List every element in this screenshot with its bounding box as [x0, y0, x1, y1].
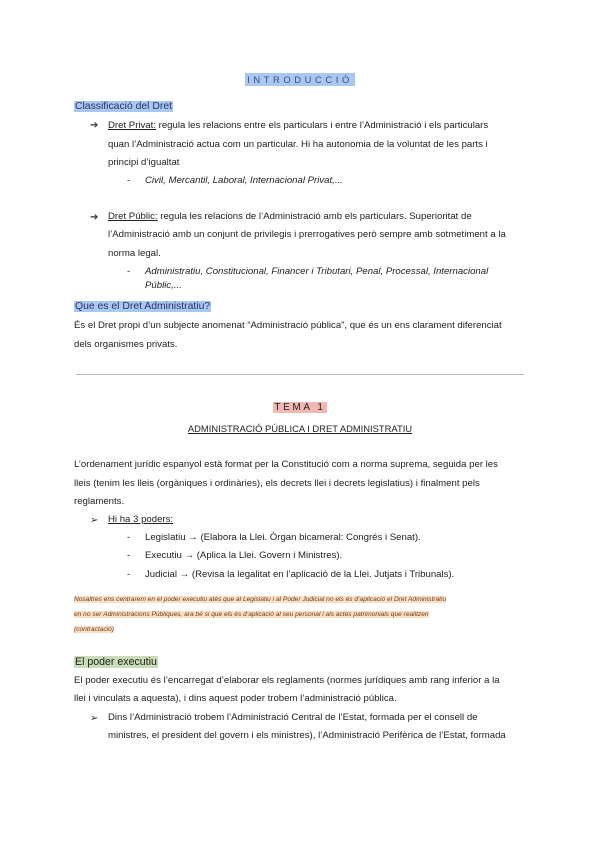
ordenament-line2: lleis (tenim les lleis (orgàniques i ordinàries), els decrets llei i decrets legislatius) i finalment pels: [74, 478, 480, 489]
tema-subtitle-text: ADMINISTRACIÓ PÚBLICA I DRET ADMINISTRATIU: [187, 423, 413, 434]
question-heading: [74, 301, 211, 312]
ordenament-line3: reglaments.: [74, 496, 125, 507]
dret-public-term: Dret Públic:: [108, 211, 158, 222]
intro-title-text: INTRODUCCIÓ: [247, 74, 353, 85]
dash-bullet-icon: -: [127, 532, 131, 543]
dret-privat-term: Dret Privat:: [108, 120, 156, 131]
dret-public-text1: regula les relacions de l’Administració amb els particulars. Superioritat de: [160, 211, 472, 222]
question-line2: dels organismes privats.: [74, 339, 178, 350]
dret-public-line2: l’Administració amb un conjunt de privilegis i prerrogatives però sempre amb sotmetiment a la: [108, 229, 506, 240]
poder-executiu: Executiu → (Aplica la Llei. Govern i Ministres).: [145, 550, 343, 561]
poders-heading: Hi ha 3 poders:: [108, 514, 174, 525]
dret-public-examples1: Administratiu, Constitucional, Financer i Tributari, Penal, Processal, Internacional: [145, 266, 489, 277]
note-line2: [74, 607, 526, 622]
dash-bullet-icon: -: [127, 569, 131, 580]
tema-subtitle: [0, 423, 600, 434]
note-line3-text: (contractació): [74, 626, 114, 633]
dret-public-line3: norma legal.: [108, 248, 161, 259]
note-line2-text: en no ser Administracions Públiques, ara bé si que els és d’aplicació al seu personal i als actes patrimonials que realitzen: [74, 611, 429, 618]
question-line1: És el Dret propi d’un subjecte anomenat “Administració pública”, que és un ens clarament diferenciat: [74, 320, 502, 331]
executiu-line1: El poder executiu és l’encarregat d’elaborar els reglaments (normes jurídiques amb rang inferior a la: [74, 675, 500, 686]
dret-public-line1: [108, 208, 525, 227]
dret-public-examples2: Públic,...: [145, 280, 182, 291]
executiu-heading: [74, 656, 158, 668]
dash-bullet-icon: -: [127, 550, 131, 561]
note-line1: [74, 592, 526, 607]
dret-privat-text1: regula les relacions entre els particulars i entre l’Administració i els particulars: [158, 120, 489, 131]
executiu-bullet-line2: ministres, el president del govern i els ministres), l’Administració Perifèrica de l’Estat, formada: [108, 730, 506, 741]
intro-title: [0, 74, 600, 85]
note-line1-text: Nosaltres ens centrarem en el poder executiu atès que al Legislatiu i al Poder Judicial no els és d’aplicació el Dret Administratiu: [74, 596, 447, 603]
executiu-line2: llei i vinculats a aquesta), i dins aquest poder trobem l’administració pública.: [74, 693, 397, 704]
triangle-bullet-icon: ➢: [90, 515, 99, 526]
question-heading-text: Que es el Dret Administratiu?: [75, 301, 211, 312]
dret-privat-examples: Civil, Mercantil, Laboral, Internacional Privat,...: [145, 175, 343, 186]
dret-privat-line2: quan l’Administració actua com un particular. Hi ha autonomia de la voluntat de les parts i: [108, 139, 488, 150]
dret-privat-line3: principi d’igualtat: [108, 157, 180, 168]
poder-legislatiu: Legislatiu → (Elabora la Llei. Òrgan bicameral: Congrés i Senat).: [145, 532, 421, 543]
tema-label-text: TEMA 1: [274, 402, 326, 413]
tema-label: [0, 402, 600, 413]
arrow-bullet-icon: ➔: [90, 212, 99, 223]
classificacio-heading: [74, 101, 173, 112]
note-line3: [74, 622, 114, 637]
ordenament-line1: L’ordenament jurídic espanyol està format per la Constitució com a norma suprema, seguida per les: [74, 459, 498, 470]
poder-judicial: Judicial → (Revisa la legalitat en l’aplicació de la Llei. Jutjats i Tribunals).: [145, 569, 455, 580]
horizontal-divider: [76, 374, 524, 375]
executiu-heading-text: El poder executiu: [75, 656, 157, 668]
dash-bullet-icon: -: [127, 266, 131, 277]
triangle-bullet-icon: ➢: [90, 713, 99, 724]
classificacio-heading-text: Classificació del Dret: [75, 101, 173, 112]
executiu-bullet-line1: Dins l’Administració trobem l’Administració Central de l’Estat, formada per el consell de: [108, 712, 478, 723]
dret-privat-line1: [108, 117, 525, 136]
dash-bullet-icon: -: [127, 175, 131, 186]
arrow-bullet-icon: ➔: [90, 120, 99, 131]
